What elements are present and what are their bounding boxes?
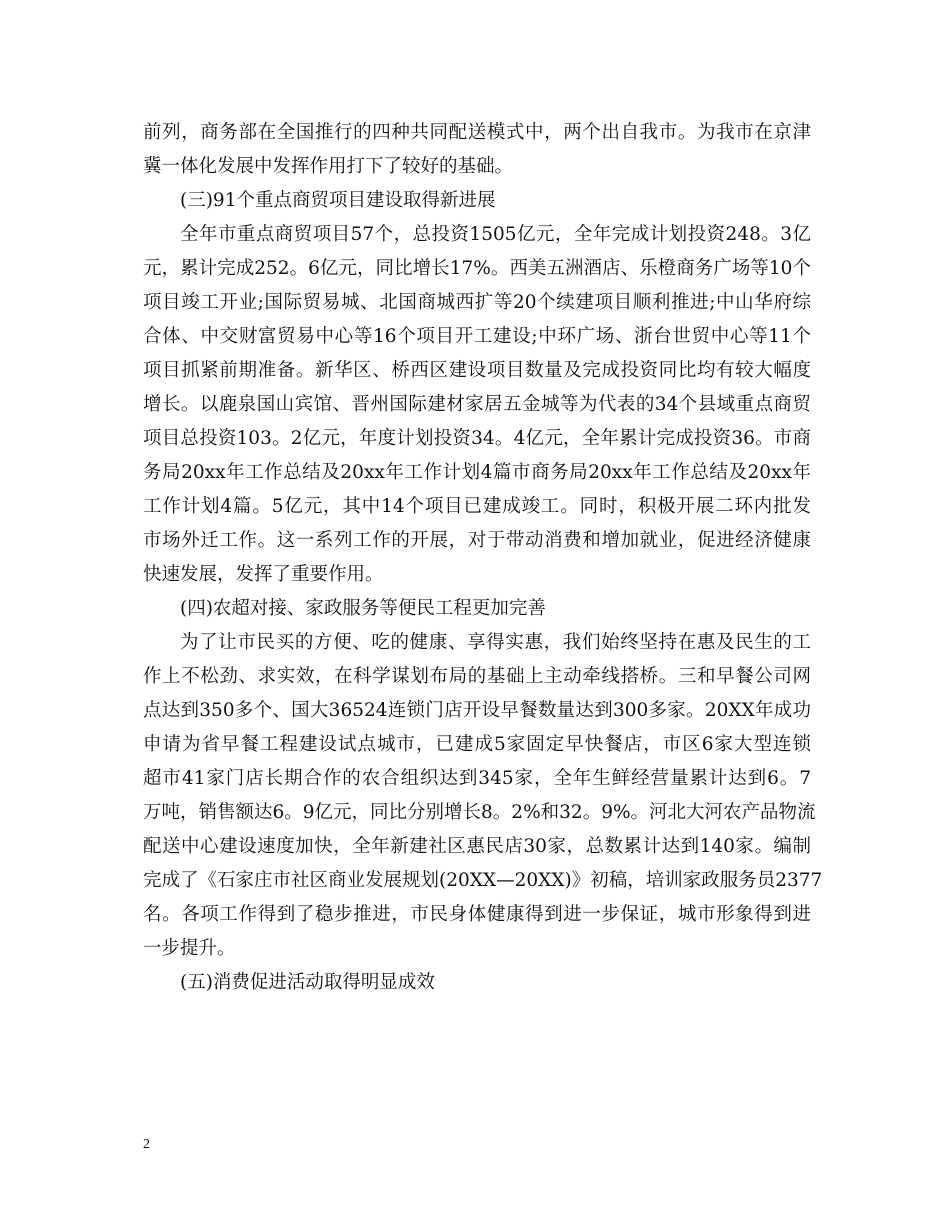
body-line-8: 项目抓紧前期准备。新华区、桥西区建设项目数量及完成投资同比均有较大幅度 bbox=[143, 360, 811, 381]
body-line-14: 快速发展，发挥了重要作用。 bbox=[143, 564, 384, 585]
body-line-5: 元，累计完成252。6亿元，同比增长17%。西美五洲酒店、乐橙商务广场等10个 bbox=[143, 258, 811, 279]
document-body bbox=[143, 116, 823, 1000]
body-line-13: 市场外迁工作。这一系列工作的开展，对于带动消费和增加就业，促进经济健康 bbox=[143, 530, 811, 551]
body-line-18: 点达到350多个、国大36524连锁门店开设早餐数量达到300多家。20XX年成功 bbox=[143, 700, 811, 721]
body-line-25: 一步提升。 bbox=[143, 938, 236, 959]
body-line-1: 前列，商务部在全国推行的四种共同配送模式中，两个出自我市。为我市在京津 bbox=[143, 122, 811, 143]
body-line-17: 作上不松劲、求实效，在科学谋划布局的基础上主动牵线搭桥。三和早餐公司网 bbox=[143, 666, 811, 687]
section-heading-4: (四)农超对接、家政服务等便民工程更加完善 bbox=[180, 598, 546, 619]
page-number: 2 bbox=[143, 1137, 150, 1152]
body-line-22: 配送中心建设速度加快，全年新建社区惠民店30家，总数累计达到140家。编制 bbox=[143, 836, 811, 857]
body-line-7: 合体、中交财富贸易中心等16个项目开工建设;中环广场、浙台世贸中心等11个 bbox=[143, 326, 811, 347]
body-line-24: 名。各项工作得到了稳步推进，市民身体健康得到进一步保证，城市形象得到进 bbox=[143, 904, 811, 925]
body-line-19: 申请为省早餐工程建设试点城市，已建成5家固定早快餐店，市区6家大型连锁 bbox=[143, 734, 811, 755]
body-line-12: 工作计划4篇。5亿元，其中14个项目已建成竣工。同时，积极开展二环内批发 bbox=[143, 496, 811, 517]
body-line-9: 增长。以鹿泉国山宾馆、晋州国际建材家居五金城等为代表的34个县域重点商贸 bbox=[143, 394, 811, 415]
body-line-21: 万吨，销售额达6。9亿元，同比分别增长8。2%和32。9%。河北大河农产品物流 bbox=[143, 802, 816, 823]
body-line-10: 项目总投资103。2亿元，年度计划投资34。4亿元，全年累计完成投资36。市商 bbox=[143, 428, 811, 449]
body-line-20: 超市41家门店长期合作的农合组织达到345家，全年生鲜经营量累计达到6。7 bbox=[143, 768, 811, 789]
section-heading-5: (五)消费促进活动取得明显成效 bbox=[180, 972, 435, 993]
body-line-6: 项目竣工开业;国际贸易城、北国商城西扩等20个续建项目顺利推进;中山华府综 bbox=[143, 292, 811, 313]
body-line-4: 全年市重点商贸项目57个，总投资1505亿元，全年完成计划投资248。3亿 bbox=[180, 224, 811, 245]
body-line-16: 为了让市民买的方便、吃的健康、享得实惠，我们始终坚持在惠及民生的工 bbox=[180, 632, 811, 653]
body-line-23: 完成了《石家庄市社区商业发展规划(20XX—20XX)》初稿，培训家政服务员2377 bbox=[143, 870, 823, 891]
body-line-11: 务局20xx年工作总结及20xx年工作计划4篇市商务局20xx年工作总结及20xx年 bbox=[143, 462, 811, 483]
body-line-2: 冀一体化发展中发挥作用打下了较好的基础。 bbox=[143, 156, 514, 177]
section-heading-3: (三)91个重点商贸项目建设取得新进展 bbox=[180, 190, 496, 211]
